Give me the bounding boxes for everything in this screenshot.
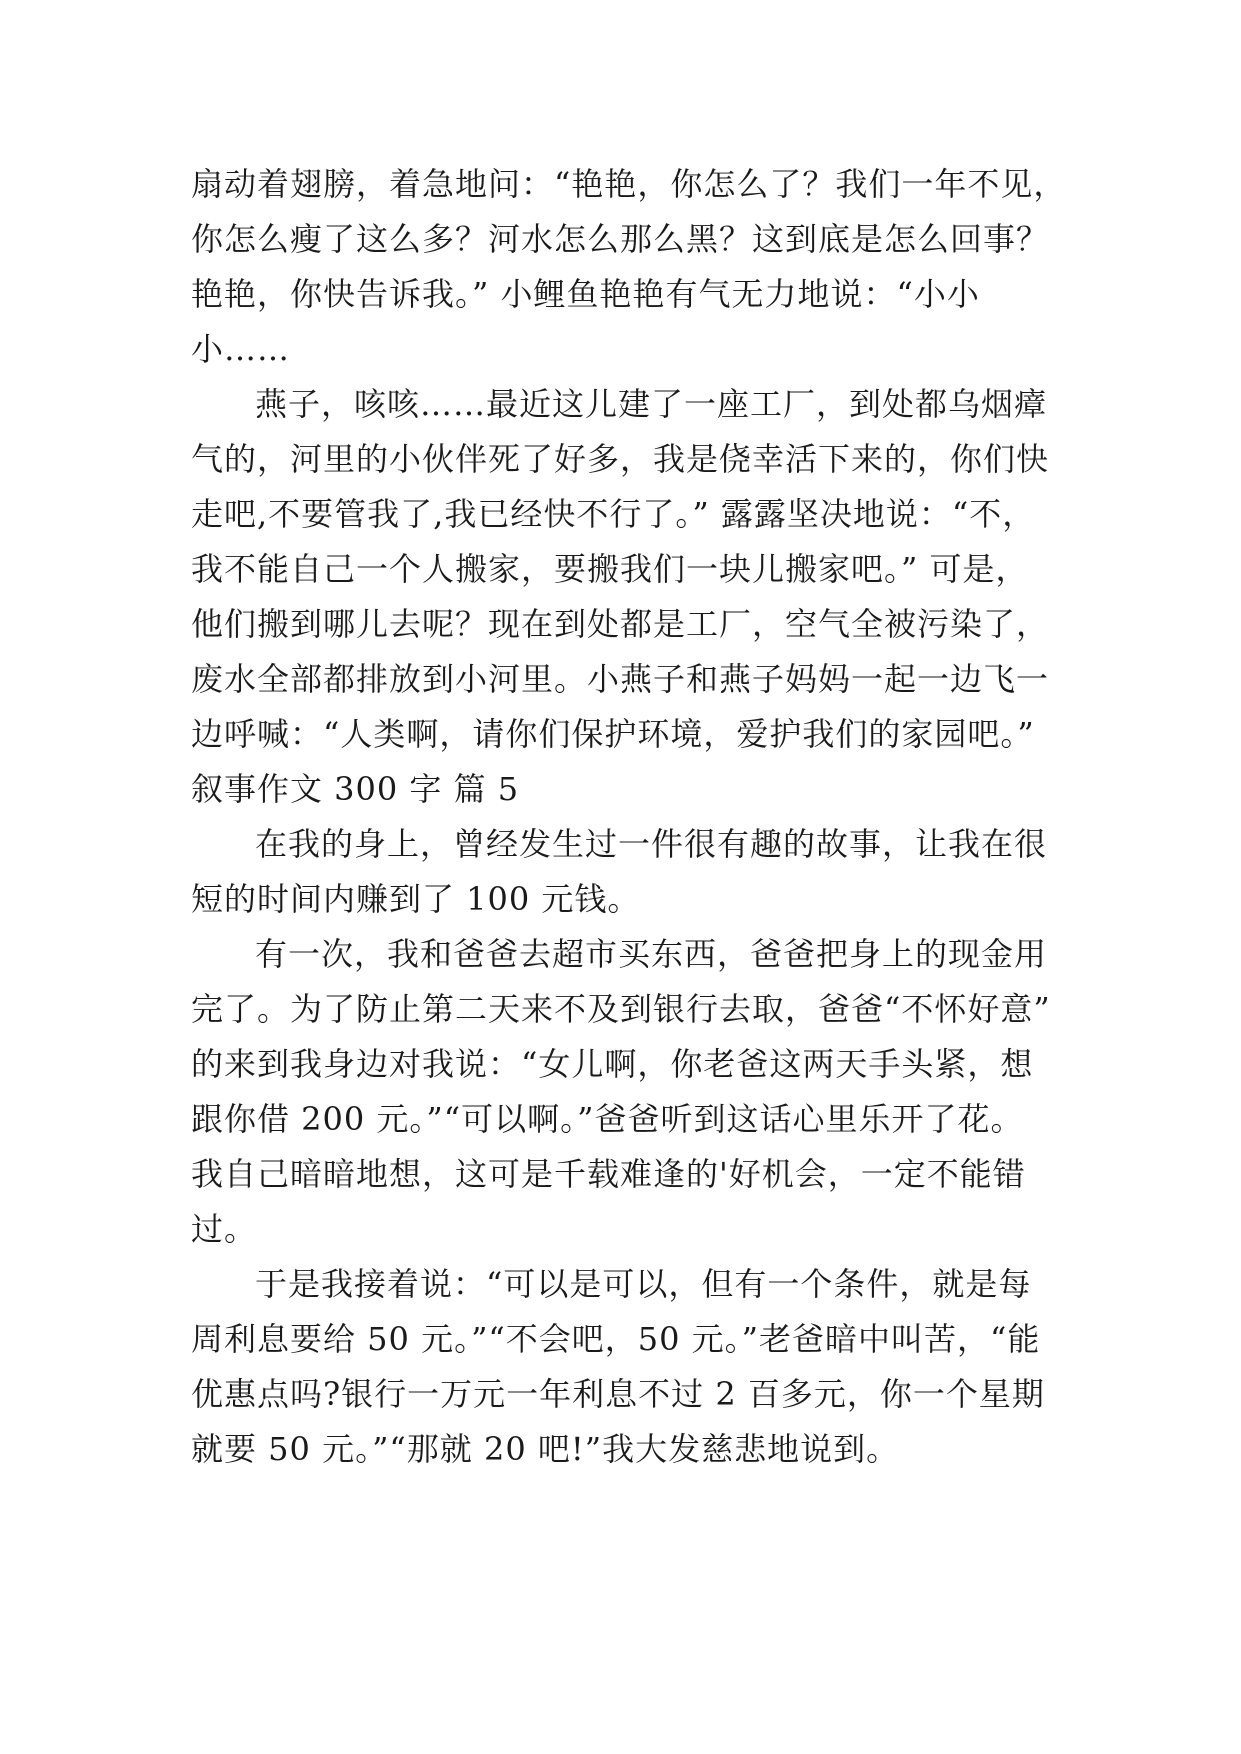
text-line: 的来到我身边对我说：“女儿啊，你老爸这两天手头紧，想 <box>191 1045 1034 1083</box>
text-line: 艳艳，你快告诉我。” 小鲤鱼艳艳有气无力地说：“小小 <box>191 275 980 313</box>
paragraph-start-line: 有一次，我和爸爸去超市买东西，爸爸把身上的现金用 <box>255 935 1048 973</box>
text-line: 过。 <box>191 1210 258 1248</box>
paragraph-start-line: 燕子，咳咳……最近这儿建了一座工厂，到处都乌烟瘴 <box>255 385 1048 423</box>
text-line: 小…… <box>191 330 291 368</box>
text-line: 我自己暗暗地想，这可是千载难逢的'好机会，一定不能错 <box>191 1155 1026 1193</box>
text-line: 周利息要给 50 元。”“不会吧，50 元。”老爸暗中叫苦，“能 <box>191 1320 1041 1358</box>
text-line: 完了。为了防止第二天来不及到银行去取，爸爸“不怀好意” <box>191 990 1051 1028</box>
text-line: 我不能自己一个人搬家，要搬我们一块儿搬家吧。” 可是， <box>191 550 1029 588</box>
text-line: 优惠点吗?银行一万元一年利息不过 2 百多元，你一个星期 <box>191 1375 1045 1413</box>
text-line: 跟你借 200 元。”“可以啊。”爸爸听到这话心里乐开了花。 <box>191 1100 1024 1138</box>
text-line: 走吧,不要管我了,我已经快不行了。” 露露坚决地说：“不， <box>191 495 1036 533</box>
text-line: 边呼喊：“人类啊，请你们保护环境，爱护我们的家园吧。” <box>191 715 1035 753</box>
text-line: 气的，河里的小伙伴死了好多，我是侥幸活下来的，你们快 <box>191 440 1050 478</box>
text-line: 扇动着翅膀，着急地问：“艳艳，你怎么了？我们一年不见， <box>191 165 1067 203</box>
text-line: 废水全部都排放到小河里。小燕子和燕子妈妈一起一边飞一 <box>191 660 1050 698</box>
section-heading: 叙事作文 300 字 篇 5 <box>191 770 520 808</box>
text-line: 短的时间内赚到了 100 元钱。 <box>191 880 641 918</box>
paragraph-start-line: 于是我接着说：“可以是可以，但有一个条件，就是每 <box>255 1265 1032 1303</box>
text-line: 你怎么瘦了这么多？河水怎么那么黑？这到底是怎么回事？ <box>191 220 1050 258</box>
text-line: 他们搬到哪儿去呢？现在到处都是工厂，空气全被污染了， <box>191 605 1050 643</box>
text-line: 就要 50 元。”“那就 20 吧!”我大发慈悲地说到。 <box>191 1430 900 1468</box>
paragraph-start-line: 在我的身上，曾经发生过一件很有趣的故事，让我在很 <box>255 825 1048 863</box>
